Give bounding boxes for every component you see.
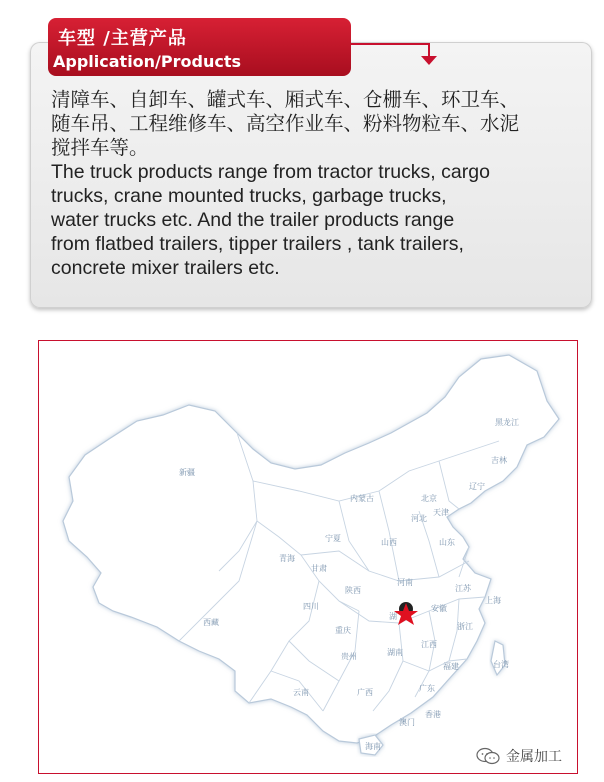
province-label: 云南 (293, 688, 309, 697)
province-label: 湖 (389, 612, 397, 621)
province-label: 天津 (433, 508, 449, 517)
province-label: 甘肃 (311, 564, 327, 573)
description-line: concrete mixer trailers etc. (51, 257, 280, 279)
province-label: 新疆 (179, 468, 195, 477)
description-line: from flatbed trailers, tipper trailers , tank trailers, (51, 233, 464, 255)
description-line: water trucks etc. And the trailer products range (51, 209, 455, 231)
province-label: 湖南 (387, 648, 403, 657)
section-title-cn: 车型 /主营产品 (58, 28, 187, 49)
province-label: 上海 (485, 596, 501, 605)
province-label: 海南 (365, 742, 381, 751)
province-label: 广西 (357, 688, 373, 697)
province-label: 青海 (279, 554, 295, 563)
china-map (39, 341, 579, 775)
province-label: 浙江 (457, 622, 473, 631)
china-outline (63, 355, 559, 743)
province-label: 江西 (421, 640, 437, 649)
description-line: 清障车、自卸车、罐式车、厢式车、仓栅车、环卫车、 (51, 89, 520, 111)
section-title-en: Application/Products (53, 52, 242, 71)
province-label: 河北 (411, 514, 427, 523)
province-label: 吉林 (491, 456, 507, 465)
header-rule (350, 43, 430, 45)
province-label: 北京 (421, 494, 437, 503)
location-star-icon (393, 601, 419, 629)
province-label: 陕西 (345, 586, 361, 595)
province-label: 澳门 (399, 718, 415, 727)
province-label: 山西 (381, 538, 397, 547)
province-label: 台湾 (493, 660, 509, 669)
description-line: 随车吊、工程维修车、高空作业车、粉料物粒车、水泥 (51, 113, 520, 135)
wechat-icon (476, 747, 500, 765)
province-label: 黑龙江 (495, 418, 519, 427)
watermark (476, 746, 562, 766)
province-label: 西藏 (203, 618, 219, 627)
china-map-frame (38, 340, 578, 774)
province-label: 江苏 (455, 584, 471, 593)
watermark-text: 金属加工 (506, 749, 562, 765)
province-label: 广东 (419, 684, 435, 693)
province-label: 福建 (443, 662, 459, 671)
products-description (51, 88, 581, 280)
province-label: 宁夏 (325, 534, 341, 543)
header-rule-drop (428, 43, 430, 57)
province-label: 四川 (303, 602, 319, 611)
description-line: trucks, crane mounted trucks, garbage trucks, (51, 185, 447, 207)
arrow-down-icon (421, 56, 437, 65)
province-label: 香港 (425, 710, 441, 719)
province-label: 辽宁 (469, 482, 485, 491)
province-label: 河南 (397, 578, 413, 587)
province-label: 贵州 (341, 652, 357, 661)
section-header-tab (48, 18, 351, 76)
description-line: The truck products range from tractor trucks, cargo (51, 161, 490, 183)
province-label: 安徽 (431, 604, 447, 613)
province-label: 内蒙古 (350, 494, 374, 503)
province-label: 重庆 (335, 626, 351, 635)
province-label: 山东 (439, 538, 455, 547)
description-line: 搅拌车等。 (51, 137, 149, 159)
